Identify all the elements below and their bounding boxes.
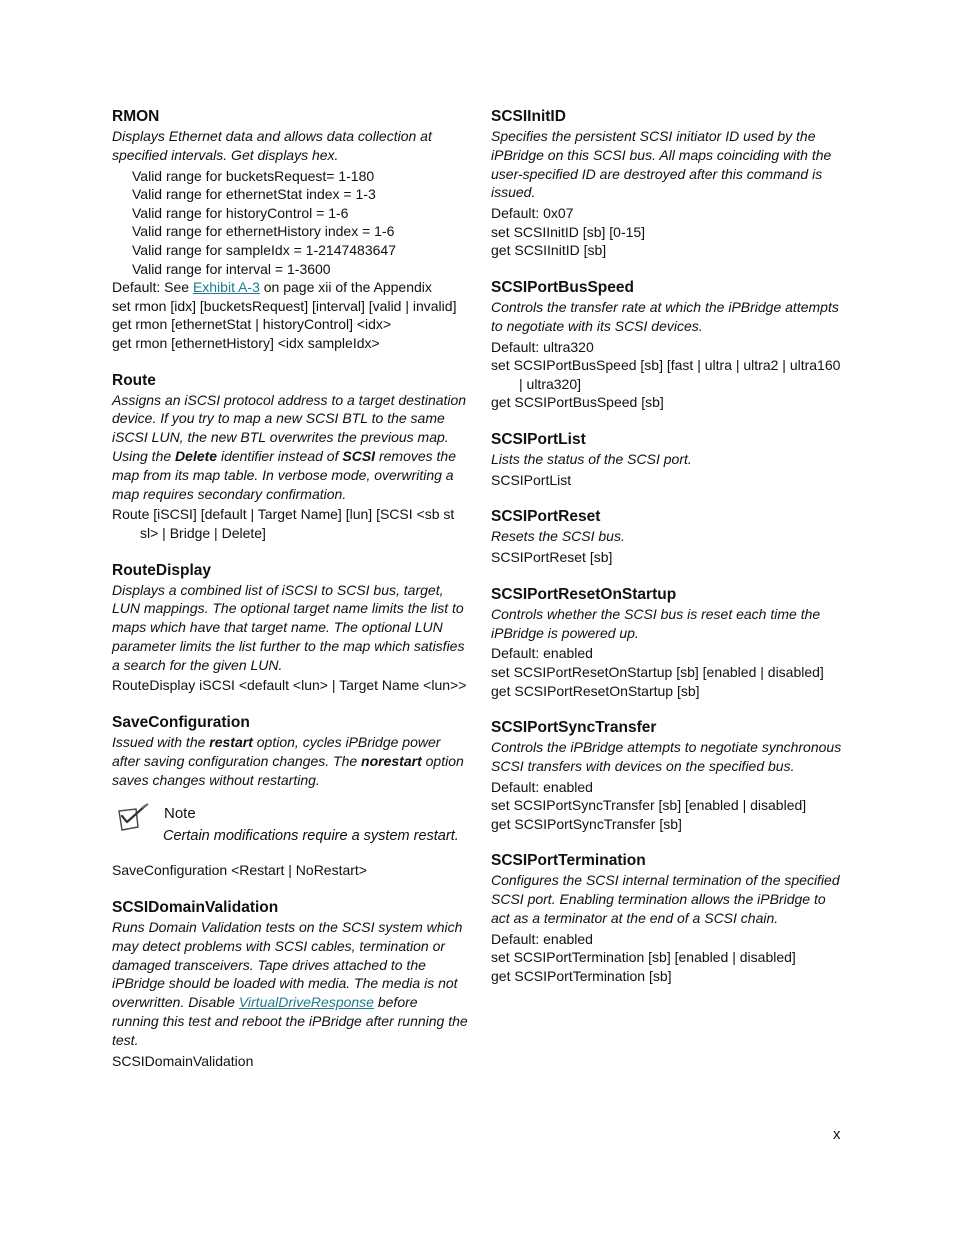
rmon-default-suffix: on page xii of the Appendix [259, 279, 432, 296]
route-desc-part: identifier instead of [217, 447, 343, 464]
scsi-init-id-title: SCSIInitID [491, 108, 566, 125]
save-configuration-description [112, 733, 468, 789]
save-desc-part: option, cycles iPBridge power after saving configuration changes. The [112, 734, 441, 769]
section-route [112, 371, 468, 543]
rmon-get-history-syntax: get rmon [ethernetHistory] <idx sampleIdx> [112, 334, 380, 351]
scsi-port-sync-transfer-description: Controls the iPBridge attempts to negotiate synchronous SCSI transfers with devices on the specified bus. [491, 739, 842, 774]
section-scsi-port-reset [491, 507, 847, 566]
scsi-port-termination-title: SCSIPortTermination [491, 852, 646, 870]
scsi-port-reset-title: SCSIPortReset [491, 508, 601, 526]
save-desc-part: Issued with the [112, 734, 210, 751]
route-display-title: RouteDisplay [112, 561, 212, 579]
route-desc-part: removes the map from its map table. In verbose mode, overwriting a map requires secondary confirmation. [112, 447, 456, 502]
rmon-title: RMON [112, 108, 160, 125]
save-desc-part: option saves changes without restarting. [112, 752, 464, 788]
scsi-port-reset-on-startup-default: Default: enabled [491, 645, 593, 662]
scsi-port-list-description: Lists the status of the SCSI port. [491, 450, 692, 467]
note-text: Certain modifications require a system restart. [163, 828, 459, 845]
scsi-init-id-default: Default: 0x07 [491, 205, 574, 222]
rmon-default [112, 278, 468, 297]
rmon-set-syntax: set rmon [idx] [bucketsRequest] [interval] [valid | invalid] [112, 297, 457, 314]
rmon-range-buckets: Valid range for bucketsRequest= 1-180 [132, 167, 375, 184]
rmon-range-ethernethistory: Valid range for ethernetHistory index = 1-6 [132, 223, 395, 240]
scsi-domain-validation-syntax: SCSIDomainValidation [112, 1052, 254, 1069]
scsi-port-reset-on-startup-description: Controls whether the SCSI bus is reset each time the iPBridge is powered up. [491, 605, 821, 641]
scsi-port-list-syntax: SCSIPortList [491, 471, 572, 488]
exhibit-a3-link[interactable]: Exhibit A-3 [192, 279, 260, 296]
scsi-port-bus-speed-description: Controls the transfer rate at which the iPBridge attempts to negotiate with its SCSI devices. [491, 298, 839, 334]
note-label: Note [164, 805, 196, 823]
scsi-port-sync-transfer-title: SCSIPortSyncTransfer [491, 719, 657, 737]
section-scsi-domain-validation [112, 898, 468, 1070]
scsi-init-id-get: get SCSIInitID [sb] [491, 242, 607, 259]
sdv-desc-part: Runs Domain Validation tests on the SCSI system which may detect problems with SCSI cables, termination or damaged transceivers. Tape drives attached to the iPBridge should be loaded with media. The media is not overwritten. Disable [112, 919, 463, 1011]
scsi-port-reset-on-startup-title: SCSIPortResetOnStartup [491, 585, 677, 603]
page-number: x [833, 1126, 841, 1143]
save-desc-restart: restart [209, 734, 253, 751]
scsi-init-id-set: set SCSIInitID [sb] [0-15] [491, 223, 646, 240]
note-callout [112, 803, 468, 855]
rmon-description: Displays Ethernet data and allows data collection at specified intervals. Get displays hex. [112, 128, 432, 163]
rmon-range-ethernetstat: Valid range for ethernetStat index = 1-3 [132, 186, 376, 203]
section-save-configuration [112, 713, 468, 880]
route-desc-part: Assigns an iSCSI protocol address to a target destination device. If you try to map a new SCSI BTL to the same iSCSI LUN, the new BTL overwrites the previous map. Using the [112, 391, 467, 464]
scsi-port-sync-transfer-set: set SCSIPortSyncTransfer [sb] [enabled | disabled] [491, 797, 807, 814]
route-display-description: Displays a combined list of iSCSI to SCSI bus, target, LUN mappings. The optional target name limits the list to maps which have that target name. The optional LUN parameter limits the list further to the map which satisfies a search for the given LUN. [112, 581, 465, 673]
save-configuration-syntax: SaveConfiguration <Restart | NoRestart> [112, 862, 367, 879]
scsi-port-reset-syntax: SCSIPortReset [sb] [491, 549, 613, 566]
section-scsi-port-bus-speed [491, 278, 847, 412]
route-description [112, 391, 468, 504]
section-scsi-init-id [491, 107, 847, 260]
rmon-range-interval: Valid range for interval = 1-3600 [132, 260, 331, 277]
section-scsi-port-termination [491, 851, 847, 985]
rmon-range-historycontrol: Valid range for historyControl = 1-6 [132, 204, 349, 221]
scsi-port-bus-speed-title: SCSIPortBusSpeed [491, 278, 634, 296]
save-desc-norestart: norestart [361, 752, 422, 769]
scsi-port-termination-get: get SCSIPortTermination [sb] [491, 968, 672, 985]
sdv-desc-part: before running this test and reboot the iPBridge after running the test. [112, 994, 468, 1048]
route-title: Route [112, 371, 156, 389]
scsi-domain-validation-title: SCSIDomainValidation [112, 899, 279, 917]
section-route-display [112, 561, 468, 696]
section-rmon [112, 107, 468, 353]
route-syntax: Route [iSCSI] [default | Target Name] [lun] [SCSI <sb st sl> | Bridge | Delete] [112, 506, 455, 541]
scsi-port-reset-description: Resets the SCSI bus. [491, 528, 625, 545]
note-pencil-icon [116, 803, 150, 833]
section-scsi-port-reset-on-startup [491, 585, 847, 700]
rmon-default-prefix: Default: See [112, 279, 193, 296]
scsi-port-reset-on-startup-get: get SCSIPortResetOnStartup [sb] [491, 682, 700, 699]
rmon-get-syntax: get rmon [ethernetStat | historyControl] <idx> [112, 316, 392, 333]
scsi-port-bus-speed-default: Default: ultra320 [491, 338, 594, 355]
scsi-init-id-description: Specifies the persistent SCSI initiator ID used by the iPBridge on this SCSI bus. All maps coinciding with the user-specified ID are destroyed after this command is issued. [491, 128, 832, 201]
rmon-range-sampleidx: Valid range for sampleIdx = 1-2147483647 [132, 241, 396, 258]
section-scsi-port-list [491, 430, 847, 489]
left-column [112, 107, 468, 1088]
scsi-port-sync-transfer-get: get SCSIPortSyncTransfer [sb] [491, 815, 682, 832]
scsi-port-sync-transfer-default: Default: enabled [491, 778, 593, 795]
route-desc-delete: Delete [175, 447, 218, 464]
scsi-port-termination-default: Default: enabled [491, 930, 593, 947]
save-configuration-title: SaveConfiguration [112, 714, 250, 732]
scsi-port-termination-description: Configures the SCSI internal termination of the specified SCSI port. Enabling termination allows the iPBridge to act as a terminator at the end of a SCSI chain. [491, 872, 840, 927]
scsi-port-list-title: SCSIPortList [491, 430, 586, 448]
route-display-syntax: RouteDisplay iSCSI <default <lun> | Target Name <lun>> [112, 677, 467, 694]
right-column [491, 107, 847, 1004]
section-scsi-port-sync-transfer [491, 718, 847, 833]
scsi-port-bus-speed-get: get SCSIPortBusSpeed [sb] [491, 394, 664, 411]
scsi-port-termination-set: set SCSIPortTermination [sb] [enabled | disabled] [491, 949, 796, 966]
scsi-port-reset-on-startup-set: set SCSIPortResetOnStartup [sb] [enabled | disabled] [491, 663, 824, 680]
scsi-port-bus-speed-set: set SCSIPortBusSpeed [sb] [fast | ultra | ultra2 | ultra160 | ultra320] [491, 357, 841, 392]
scsi-domain-validation-description [112, 918, 468, 1050]
virtual-drive-response-link[interactable]: VirtualDriveResponse [238, 994, 374, 1011]
route-desc-scsi: SCSI [342, 447, 376, 464]
